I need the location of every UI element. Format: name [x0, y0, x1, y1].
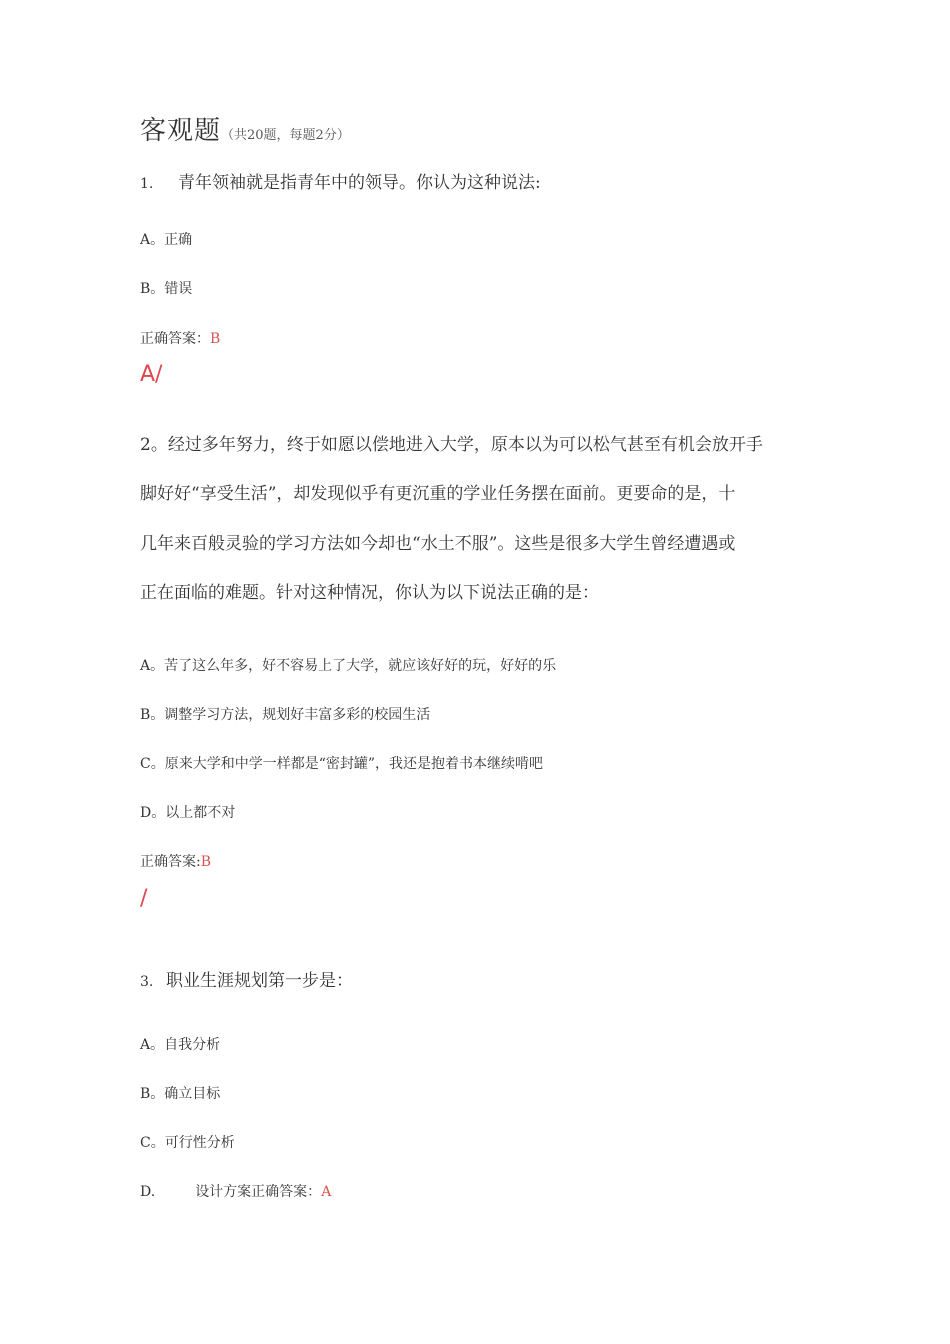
- answer-value: B: [210, 331, 221, 347]
- question-2-line-1: 2。经过多年努力，终于如愿以偿地进入大学，原本以为可以松气甚至有机会放开手: [140, 435, 763, 455]
- question-3-option-a: A。自我分析: [140, 1037, 221, 1053]
- section-title: [140, 110, 350, 147]
- answer-value: A: [321, 1184, 332, 1200]
- question-1-option-b: B。错误: [140, 281, 193, 297]
- question-2-answer: [140, 851, 211, 871]
- question-2-line-2: 脚好好“享受生活”，却发现似乎有更沉重的学业任务摆在面前。更要命的是，十: [140, 484, 736, 504]
- question-text: 青年领袖就是指青年中的领导。你认为这种说法:: [178, 173, 541, 193]
- question-1: [140, 168, 541, 193]
- question-number: 3.: [140, 974, 154, 990]
- question-1-answer: [140, 328, 220, 348]
- question-2-line-3: 几年来百般灵验的学习方法如今却也“水土不服”。这些是很多大学生曾经遭遇或: [140, 534, 736, 554]
- question-text: 职业生涯规划第一步是：: [166, 971, 353, 991]
- question-2-option-d: D。以上都不对: [140, 805, 236, 821]
- question-1-option-a: A。正确: [140, 232, 193, 248]
- question-2-line-4: 正在面临的难题。针对这种情况，你认为以下说法正确的是：: [140, 583, 599, 603]
- question-3-option-c: C。可行性分析: [140, 1135, 235, 1151]
- question-3: [140, 966, 353, 991]
- section-title-text: 客观题: [140, 116, 222, 146]
- question-3-option-d: [140, 1181, 331, 1201]
- option-d-label: D.: [140, 1184, 156, 1200]
- question-1-mark: A/: [140, 362, 163, 387]
- question-2-option-c: C。原来大学和中学一样都是“密封罐”，我还是抱着书本继续啃吧: [140, 756, 544, 772]
- answer-value: B: [200, 854, 212, 870]
- answer-label: 正确答案：: [140, 331, 210, 347]
- answer-label: 正确答案:: [140, 854, 201, 870]
- question-2-mark: /: [140, 886, 148, 911]
- question-3-option-b: B。确立目标: [140, 1086, 221, 1102]
- question-2-option-b: B。调整学习方法，规划好丰富多彩的校园生活: [140, 707, 431, 723]
- option-d-text: 设计方案正确答案：: [195, 1184, 322, 1200]
- section-subtitle: （共20题，每题2分）: [221, 128, 350, 143]
- question-2-option-a: A。苦了这么年多，好不容易上了大学，就应该好好的玩，好好的乐: [140, 658, 557, 674]
- question-number: 1.: [140, 176, 154, 192]
